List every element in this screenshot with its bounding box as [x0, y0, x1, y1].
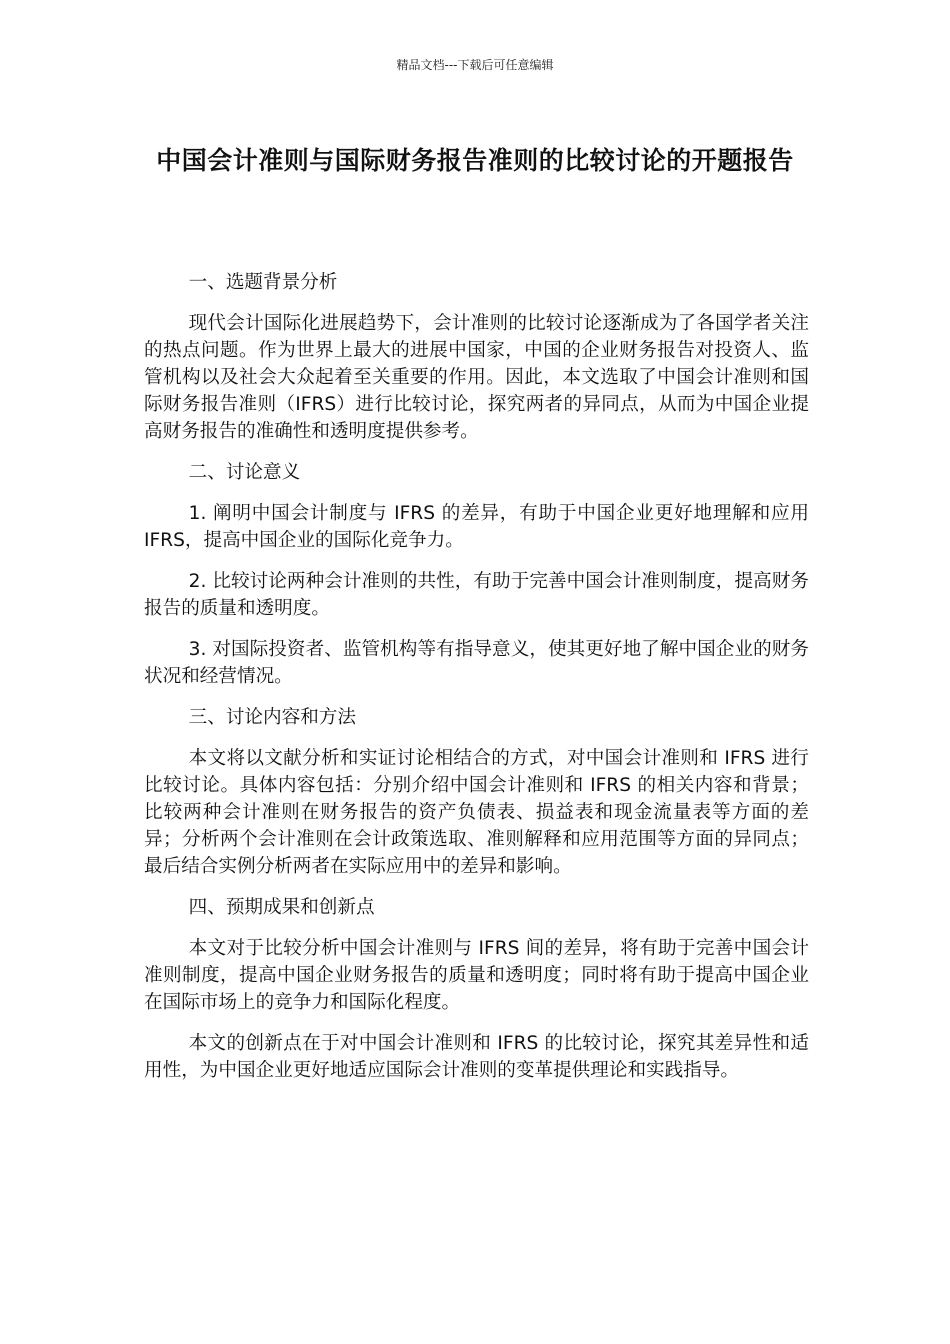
- body-paragraph: 本文将以文献分析和实证讨论相结合的方式，对中国会计准则和 IFRS 进行比较讨论。具体内容包括：分别介绍中国会计准则和 IFRS 的相关内容和背景；比较两种会计准则在财务报告的资产负债表、损益表和现金流量表等方面的差异；分析两个会计准则在会计政策选取、准则解释和应用范围等方面的异同点；最后结合实例分析两者在实际应用中的差异和影响。: [144, 748, 809, 877]
- section-heading: 一、选题背景分析: [188, 272, 338, 293]
- document-title: 中国会计准则与国际财务报告准则的比较讨论的开题报告: [156, 146, 794, 175]
- section-heading: 四、预期成果和创新点: [188, 897, 375, 918]
- body-paragraph: 本文对于比较分析中国会计准则与 IFRS 间的差异，将有助于完善中国会计准则制度，提高中国企业财务报告的质量和透明度；同时将有助于提高中国企业在国际市场上的竞争力和国际化程度。: [144, 938, 809, 1013]
- section-heading: 二、讨论意义: [188, 462, 301, 483]
- numbered-paragraph: 2. 比较讨论两种会计准则的共性，有助于完善中国会计准则制度，提高财务报告的质量和透明度。: [144, 571, 809, 619]
- body-paragraph: 现代会计国际化进展趋势下，会计准则的比较讨论逐渐成为了各国学者关注的热点问题。作为世界上最大的进展中国家，中国的企业财务报告对投资人、监管机构以及社会大众起着至关重要的作用。因此，本文选取了中国会计准则和国际财务报告准则（IFRS）进行比较讨论，探究两者的异同点，从而为中国企业提高财务报告的准确性和透明度提供参考。: [144, 313, 809, 442]
- numbered-paragraph: 1. 阐明中国会计制度与 IFRS 的差异，有助于中国企业更好地理解和应用 IFRS，提高中国企业的国际化竞争力。: [144, 503, 809, 551]
- numbered-paragraph: 3. 对国际投资者、监管机构等有指导意义，使其更好地了解中国企业的财务状况和经营情况。: [144, 639, 809, 687]
- body-paragraph: 本文的创新点在于对中国会计准则和 IFRS 的比较讨论，探究其差异性和适用性，为中国企业更好地适应国际会计准则的变革提供理论和实践指导。: [144, 1033, 809, 1081]
- document-body: [144, 269, 809, 1098]
- page-header-text: 精品文档---下载后可任意编辑: [396, 58, 554, 72]
- section-heading: 三、讨论内容和方法: [188, 707, 356, 728]
